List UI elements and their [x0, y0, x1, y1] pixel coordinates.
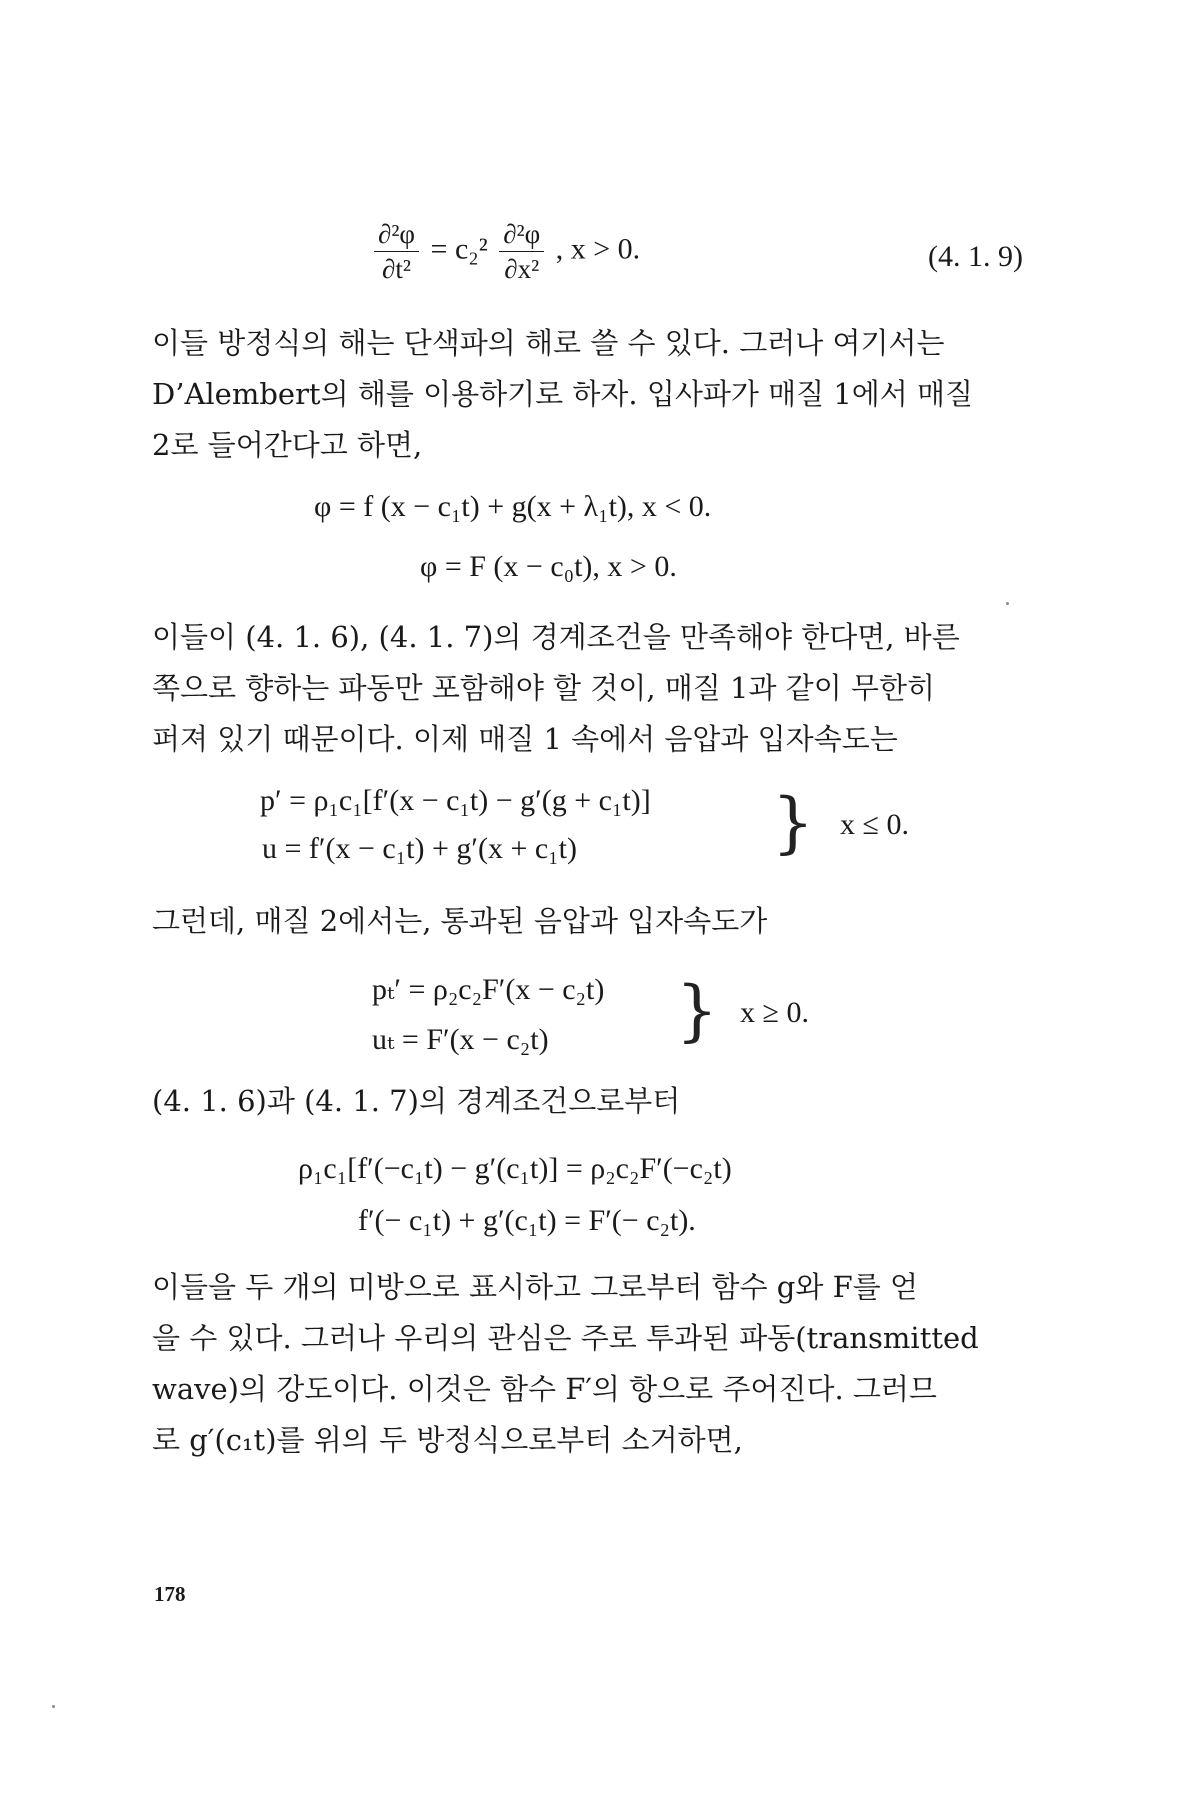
text-line: 을 수 있다. 그러나 우리의 관심은 주로 투과된 파동(transmitted [152, 1321, 979, 1355]
paragraph-3 [152, 896, 1044, 947]
rhs-denominator: ∂x² [504, 254, 540, 284]
lhs-fraction [374, 218, 419, 285]
equation-phi-left: φ = f (x − c₁t) + g(x + λ₁t), x < 0. [314, 490, 712, 523]
text-line: D’Alembert의 해를 이용하기로 하자. 입사파가 매질 1에서 매질 [152, 377, 974, 411]
equation-velocity-medium2: uₜ = F′(x − c₂t) [372, 1023, 549, 1056]
text-line: wave)의 강도이다. 이것은 함수 F′의 항으로 주어진다. 그러므 [152, 1372, 937, 1406]
scan-speck [1006, 602, 1009, 605]
text-line: 2로 들어간다고 하면, [152, 428, 423, 462]
text-line: 이들을 두 개의 미방으로 표시하고 그로부터 함수 g와 F를 얻 [152, 1270, 918, 1304]
condition-medium1: x ≤ 0. [840, 808, 909, 841]
paragraph-4 [152, 1076, 1044, 1127]
equals-c2-squared: = c₂² [430, 232, 488, 266]
equation-boundary-2: f′(− c₁t) + g′(c₁t) = F′(− c₂t). [358, 1204, 696, 1237]
text-line: 이들이 (4. 1. 6), (4. 1. 7)의 경계조건을 만족해야 한다면, 바른 [152, 620, 960, 654]
text-line: 쪽으로 향하는 파동만 포함해야 할 것이, 매질 1과 같이 무한히 [152, 671, 935, 705]
equation-4-1-9 [370, 218, 640, 285]
scan-speck [52, 1705, 55, 1708]
equation-velocity-medium1: u = f′(x − c₁t) + g′(x + c₁t) [262, 832, 577, 865]
condition-medium2: x ≥ 0. [740, 996, 809, 1029]
paragraph-2 [152, 612, 1044, 765]
equation-boundary-1: ρ₁c₁[f′(−c₁t) − g′(c₁t)] = ρ₂c₂F′(−c₂t) [298, 1152, 732, 1185]
lhs-numerator: ∂²φ [374, 218, 419, 252]
text-line: 그런데, 매질 2에서는, 통과된 음압과 입자속도가 [152, 904, 768, 938]
equation-number: (4. 1. 9) [928, 240, 1023, 273]
text-line: 이들 방정식의 해는 단색파의 해로 쓸 수 있다. 그러나 여기서는 [152, 326, 945, 360]
text-line: (4. 1. 6)과 (4. 1. 7)의 경계조건으로부터 [152, 1084, 681, 1118]
equation-pressure-medium2: pₜ′ = ρ₂c₂F′(x − c₂t) [372, 973, 605, 1006]
equation-pressure-medium1: p′ = ρ₁c₁[f′(x − c₁t) − g′(g + c₁t)] [260, 784, 651, 817]
lhs-denominator: ∂t² [382, 254, 411, 284]
paragraph-5 [152, 1262, 1044, 1466]
text-line: 로 g′(c₁t)를 위의 두 방정식으로부터 소거하면, [152, 1423, 743, 1457]
equation-condition: , x > 0. [555, 232, 641, 266]
right-brace: } [676, 972, 718, 1049]
text-line: 퍼져 있기 때문이다. 이제 매질 1 속에서 음압과 입자속도는 [152, 722, 898, 756]
right-brace: } [772, 784, 814, 861]
rhs-numerator: ∂²φ [499, 218, 544, 252]
page-number: 178 [154, 1582, 186, 1606]
paragraph-1 [152, 318, 1044, 471]
equation-phi-right: φ = F (x − c₀t), x > 0. [420, 550, 677, 583]
rhs-fraction [499, 218, 544, 285]
